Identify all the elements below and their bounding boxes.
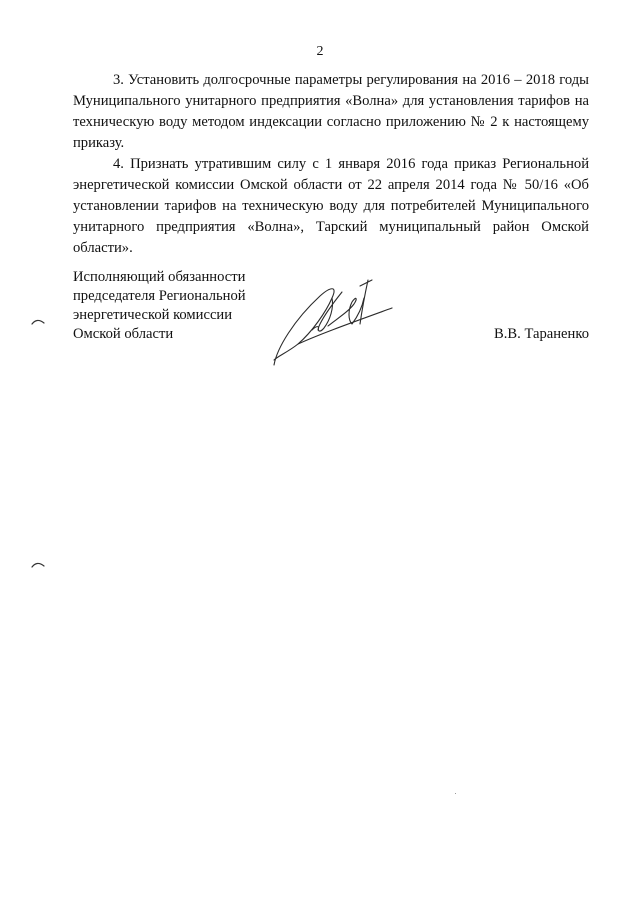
margin-mark [30,557,48,571]
signature-stroke [318,292,342,331]
paragraph-item-3: 3. Установить долгосрочные параметры регулирования на 2016 – 2018 годы Муниципального унитарного предприятия «Волна» для установления тарифов на техническую воду методом индексации согласно приложению № 2 к настоящему приказу. [73,72,589,151]
signer-title-line: Омской области [73,326,174,342]
paragraph-item-4: 4. Признать утратившим силу с 1 января 2016 года приказ Региональной энергетической комиссии Омской области от 22 апреля 2014 года № 50/16 «Об установлении тарифов на техническую воду для потребителей Муниципального унитарного предприятия «Волна», Тарский муниципальный район Омской области». [73,156,589,256]
signer-name: В.В. Тараненко [494,326,589,342]
handwritten-signature [268,268,398,368]
document-body [73,70,589,259]
signature-stroke [328,298,364,326]
page-number: 2 [316,44,324,59]
signer-title [73,268,246,344]
signer-title-line: энергетической комиссии [73,307,233,323]
signer-title-line: председателя Региональной [73,288,246,304]
scan-speck [455,793,456,794]
margin-mark [30,314,48,328]
signer-title-line: Исполняющий обязанности [73,269,246,285]
